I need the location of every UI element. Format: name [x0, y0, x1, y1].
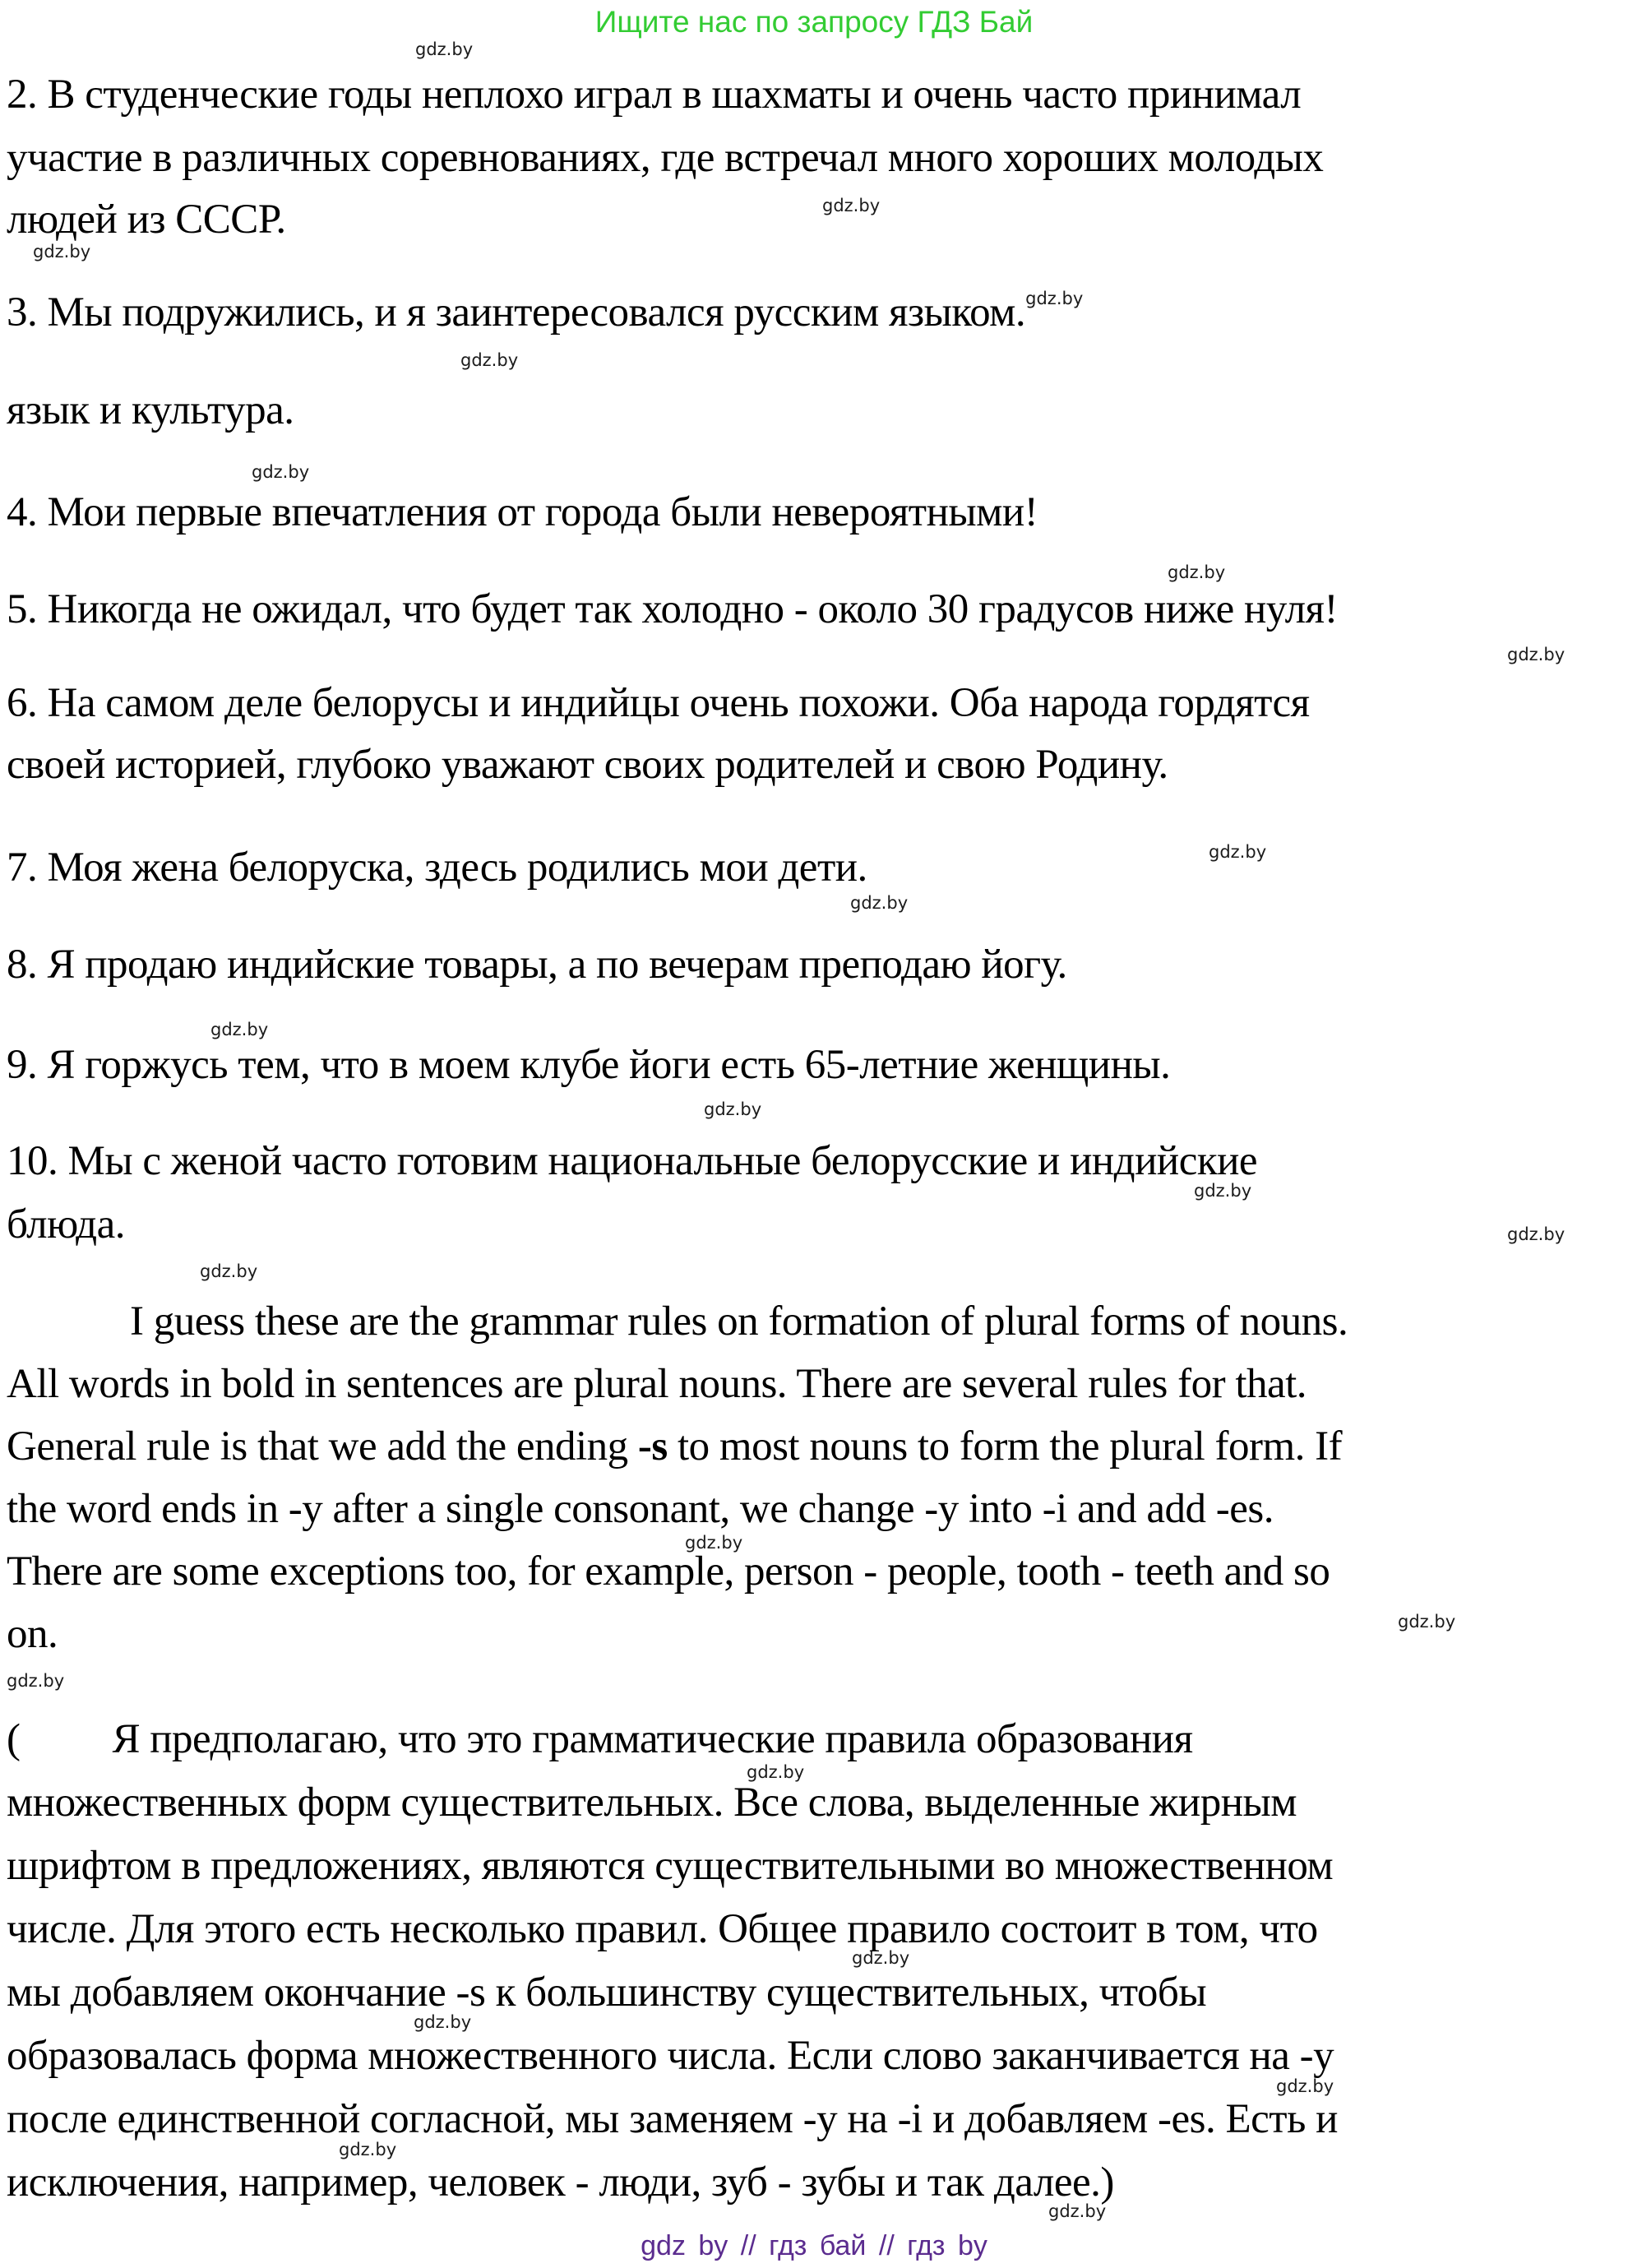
answer-9-line: 9. Я горжусь тем, что в моем клубе йоги есть 65-летние женщины. [7, 1042, 1171, 1088]
gdz-watermark: gdz.by [1507, 645, 1566, 664]
gdz-watermark: gdz.by [1168, 562, 1226, 582]
gdz-watermark: gdz.by [1048, 2201, 1107, 2221]
gdz-watermark: gdz.by [414, 2012, 472, 2032]
gdz-watermark: gdz.by [1276, 2076, 1334, 2096]
translation-line-6: образовалась форма множественного числа. Если слово заканчивается на -y [7, 2033, 1334, 2079]
translation-line-5: мы добавляем окончание -s к большинству существительных, чтобы [7, 1969, 1207, 2016]
answer-2-line-3: людей из СССР. [7, 197, 286, 243]
translation-line-2: множественных форм существительных. Все слова, выделенные жирным [7, 1780, 1297, 1826]
answer-3-line-2: язык и культура. [7, 387, 294, 433]
translation-line-8: исключения, например, человек - люди, зуб - зубы и так далее.) [7, 2159, 1114, 2206]
answer-3-text: 3. Мы подружились, и я заинтересовался русским языком. [7, 289, 1026, 336]
answer-2-line-2: участие в различных соревнованиях, где встречал много хороших молодых [7, 135, 1324, 181]
translation-line-3: шрифтом в предложениях, являются существительными во множественном [7, 1843, 1334, 1889]
answer-8-line: 8. Я продаю индийские товары, а по вечерам преподаю йогу. [7, 942, 1067, 988]
gdz-watermark: gdz.by [852, 1948, 910, 1968]
answer-6-line-1: 6. На самом деле белорусы и индийцы очень похожи. Оба народа гордятся [7, 680, 1310, 726]
gdz-watermark: gdz.by [1025, 289, 1084, 308]
answer-10-line-1: 10. Мы с женой часто готовим национальные белорусские и индийские [7, 1138, 1258, 1184]
gdz-watermark: gdz.by [1209, 842, 1267, 862]
english-line-2: All words in bold in sentences are plural nouns. There are several rules for that. [7, 1361, 1307, 1407]
answer-4-line: 4. Мои первые впечатления от города были невероятными! [7, 489, 1038, 535]
english-line-3 [7, 1424, 1342, 1470]
gdz-watermark: gdz.by [704, 1099, 762, 1119]
english-line-4: the word ends in -y after a single consonant, we change -y into -i and add -es. [7, 1486, 1274, 1532]
english-line-6: on. [7, 1611, 58, 1657]
gdz-watermark: gdz.by [822, 196, 881, 215]
english-line-3-before: General rule is that we add the ending [7, 1423, 638, 1470]
gdz-watermark: gdz.by [850, 893, 909, 913]
gdz-watermark: gdz.by [339, 2140, 397, 2159]
english-line-5: There are some exceptions too, for example, person - people, tooth - teeth and so [7, 1548, 1330, 1595]
answer-6-line-2: своей историей, глубоко уважают своих родителей и свою Родину. [7, 742, 1168, 788]
translation-line-4: числе. Для этого есть несколько правил. Общее правило состоит в том, что [7, 1906, 1318, 1952]
gdz-watermark: gdz.by [7, 1671, 65, 1691]
gdz-watermark: gdz.by [1507, 1224, 1566, 1244]
english-line-1: I guess these are the grammar rules on formation of plural forms of nouns. [130, 1298, 1348, 1345]
gdz-watermark: gdz.by [33, 242, 91, 262]
promo-banner-text: Ищите нас по запросу ГДЗ Бай [594, 5, 1034, 39]
gdz-watermark: gdz.by [252, 462, 310, 482]
gdz-watermark: gdz.by [460, 350, 519, 370]
gdz-watermark: gdz.by [1398, 1612, 1456, 1632]
english-line-3-after: to most nouns to form the plural form. If [667, 1423, 1343, 1470]
answer-2-line-1: 2. В студенческие годы неплохо играл в шахматы и очень часто принимал [7, 72, 1302, 118]
english-line-3-bold-ending: -s [637, 1423, 668, 1470]
translation-line-1 [7, 1717, 1193, 1762]
gdz-watermark: gdz.by [747, 1762, 805, 1782]
translation-open-paren: ( [7, 1716, 21, 1762]
translation-line-1-text: Я предполагаю, что это грамматические правила образования [112, 1716, 1193, 1762]
footer-site-links: gdz by // гдз бай // гдз by [641, 2230, 987, 2261]
gdz-watermark: gdz.by [415, 39, 474, 59]
gdz-watermark: gdz.by [200, 1261, 258, 1281]
gdz-watermark: gdz.by [210, 1020, 269, 1039]
answer-7-line: 7. Моя жена белоруска, здесь родились мои дети. [7, 845, 867, 891]
gdz-watermark: gdz.by [1194, 1181, 1252, 1201]
answer-10-line-2: блюда. [7, 1201, 125, 1247]
answer-3-line-1 [7, 289, 1083, 336]
gdz-watermark: gdz.by [685, 1533, 743, 1553]
answer-5-line: 5. Никогда не ожидал, что будет так холодно - около 30 градусов ниже нуля! [7, 586, 1338, 632]
translation-line-7: после единственной согласной, мы заменяем -y на -i и добавляем -es. Есть и [7, 2096, 1338, 2142]
